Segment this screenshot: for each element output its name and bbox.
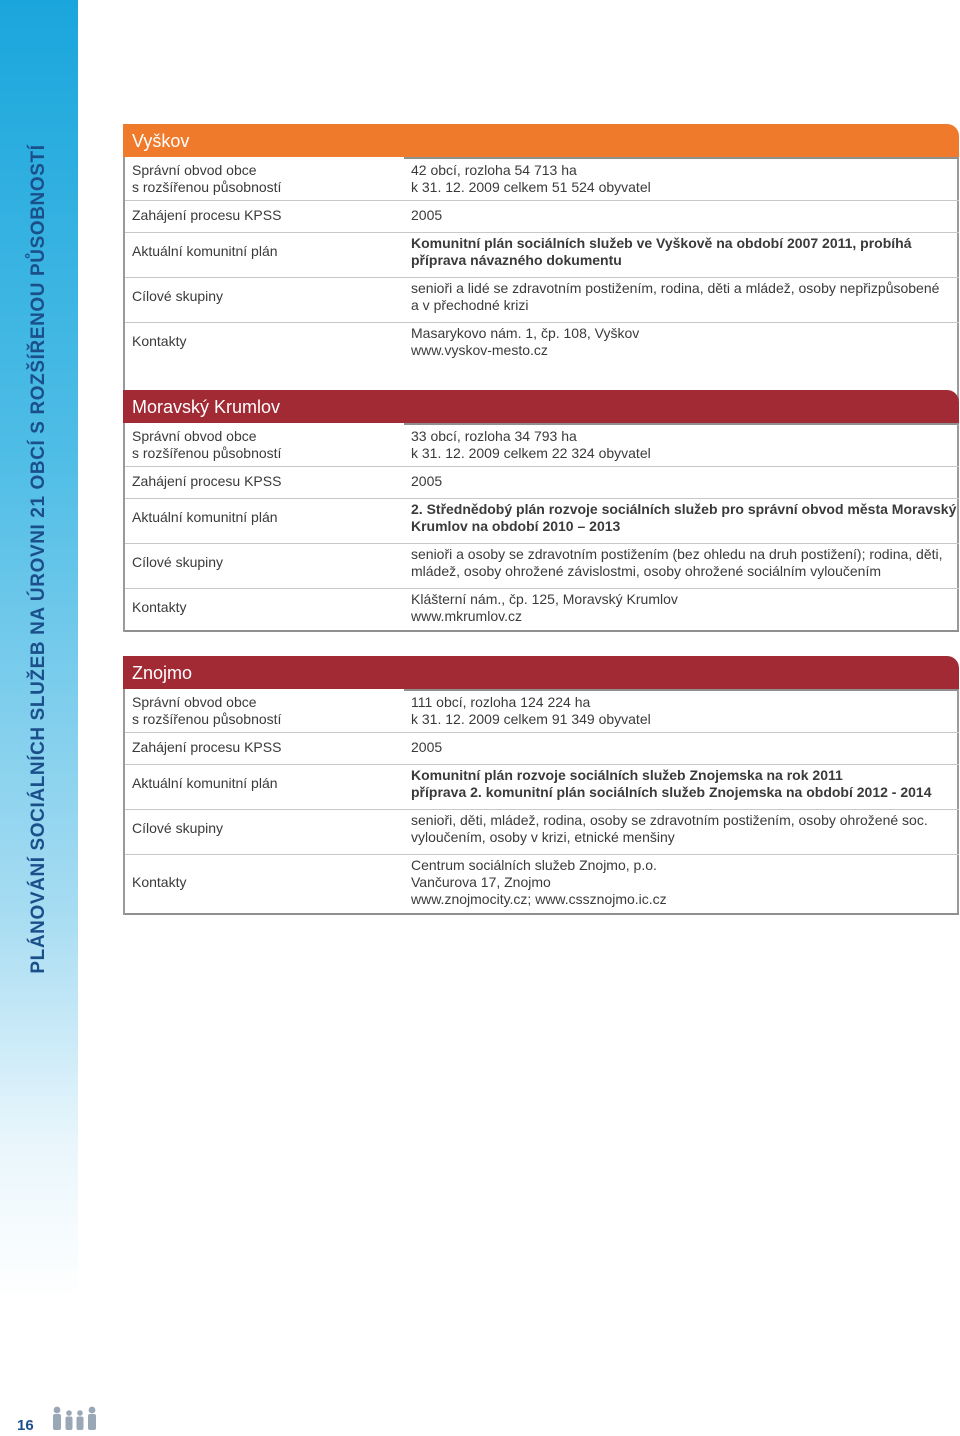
card-header: Znojmo xyxy=(123,656,959,689)
value-cilove-skupiny: senioři a osoby se zdravotním postižením (bez ohledu na druh postižení); rodina, děti, mládež, osoby ohrožené závislostmi, osoby ohrožené sociálním vyloučením xyxy=(411,546,943,579)
label-zahajeni: Zahájení procesu KPSS xyxy=(132,207,282,223)
label-cilove-skupiny: Cílové skupiny xyxy=(132,554,224,570)
value-kontakty: Masarykovo nám. 1, čp. 108, Vyškov www.vyskov-mesto.cz xyxy=(411,325,640,358)
value-cilove-skupiny: senioři a lidé se zdravotním postižením, rodina, děti a mládež, osoby nepřizpůsobené a v přechodné krizi xyxy=(411,280,940,313)
card-header: Moravský Krumlov xyxy=(123,390,959,423)
value-kontakty: Klášterní nám., čp. 125, Moravský Krumlov www.mkrumlov.cz xyxy=(411,591,678,624)
card-body xyxy=(123,423,959,632)
value-zahajeni: 2005 xyxy=(411,473,443,489)
label-cilove-skupiny: Cílové skupiny xyxy=(132,820,224,836)
family-icon xyxy=(50,1404,100,1432)
value-spravni-obvod: 33 obcí, rozloha 34 793 ha k 31. 12. 2009 celkem 22 324 obyvatel xyxy=(411,428,651,461)
page-number: 16 xyxy=(17,1417,34,1434)
card-body xyxy=(123,157,959,400)
card-znojmo xyxy=(123,656,959,915)
value-aktualni-plan: Komunitní plán sociálních služeb ve Vyškově na období 2007 2011, probíhá příprava návazného dokumentu xyxy=(411,235,912,268)
label-kontakty: Kontakty xyxy=(132,599,187,615)
card-body xyxy=(123,689,959,915)
card-moravsky-krumlov xyxy=(123,390,959,632)
label-spravni-obvod: Správní obvod obce s rozšířenou působností xyxy=(132,428,282,461)
value-zahajeni: 2005 xyxy=(411,739,443,755)
sidebar-title: PLÁNOVÁNÍ SOCIÁLNÍCH SLUŽEB NA ÚROVNI 21 OBCÍ S ROZŠÍŘENOU PŮSOBNOSTÍ xyxy=(28,144,49,974)
label-aktualni-plan: Aktuální komunitní plán xyxy=(132,775,278,791)
label-spravni-obvod: Správní obvod obce s rozšířenou působností xyxy=(132,694,282,727)
label-kontakty: Kontakty xyxy=(132,333,187,349)
value-kontakty: Centrum sociálních služeb Znojmo, p.o. Vančurova 17, Znojmo www.znojmocity.cz; www.cssznojmo.ic.cz xyxy=(411,857,667,907)
label-kontakty: Kontakty xyxy=(132,874,187,890)
card-vyskov xyxy=(123,124,959,400)
label-zahajeni: Zahájení procesu KPSS xyxy=(132,739,282,755)
value-spravni-obvod: 42 obcí, rozloha 54 713 ha k 31. 12. 2009 celkem 51 524 obyvatel xyxy=(411,162,651,195)
card-header: Vyškov xyxy=(123,124,959,157)
label-aktualni-plan: Aktuální komunitní plán xyxy=(132,243,278,259)
value-aktualni-plan: 2. Střednědobý plán rozvoje sociálních služeb pro správní obvod města Moravský Krumlov na období 2010 – 2013 xyxy=(411,501,957,534)
label-aktualni-plan: Aktuální komunitní plán xyxy=(132,509,278,525)
label-spravni-obvod: Správní obvod obce s rozšířenou působností xyxy=(132,162,282,195)
label-zahajeni: Zahájení procesu KPSS xyxy=(132,473,282,489)
value-spravni-obvod: 111 obcí, rozloha 124 224 ha k 31. 12. 2009 celkem 91 349 obyvatel xyxy=(411,694,651,727)
value-aktualni-plan: Komunitní plán rozvoje sociálních služeb Znojemska na rok 2011 příprava 2. komunitní plán sociálních služeb Znojemska na období 2012 - 2014 xyxy=(411,767,932,800)
value-zahajeni: 2005 xyxy=(411,207,443,223)
label-cilove-skupiny: Cílové skupiny xyxy=(132,288,224,304)
sidebar xyxy=(0,0,78,1300)
value-cilove-skupiny: senioři, děti, mládež, rodina, osoby se zdravotním postižením, osoby ohrožené soc. vyloučením, osoby v krizi, etnické menšiny xyxy=(411,812,928,845)
